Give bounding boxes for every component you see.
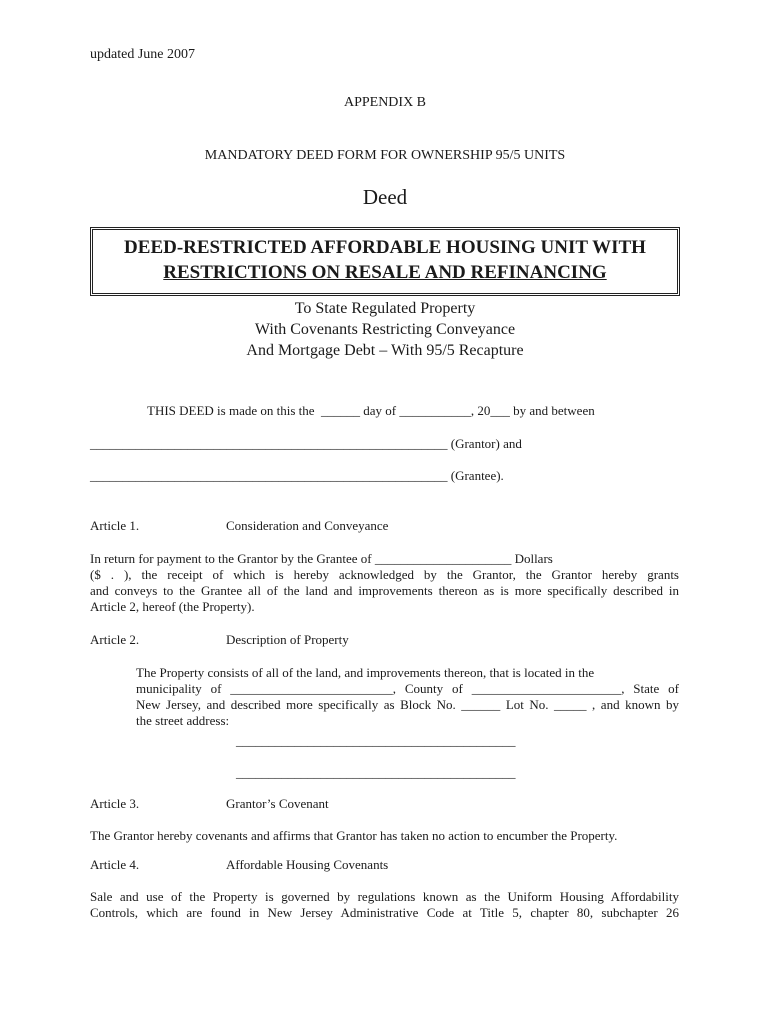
article-1-number: Article 1. <box>90 518 140 533</box>
subtitle-line-2: With Covenants Restricting Conveyance <box>254 321 516 338</box>
article-1-heading: Consideration and Conveyance <box>226 518 389 533</box>
article-2-body <box>136 665 679 729</box>
title-box <box>90 227 680 296</box>
article-1-line: Article 2, hereof (the Property). <box>90 599 255 614</box>
article-2-line: the street address: <box>136 713 230 728</box>
article-3-number: Article 3. <box>90 796 140 811</box>
appendix-label: APPENDIX B <box>343 95 427 110</box>
article-4-number: Article 4. <box>90 857 140 872</box>
article-1-body <box>90 551 679 615</box>
document-title: Deed <box>362 185 408 209</box>
grantee-line: _______________________________________________________ (Grantee). <box>90 468 504 483</box>
article-2-heading: Description of Property <box>226 632 349 647</box>
article-1-line: ($ . ), the receipt of which is hereby acknowledged by the Grantor, the Grantor hereby grants <box>90 567 679 582</box>
article-2-line: New Jersey, and described more specifically as Block No. ______ Lot No. _____ , and known by <box>136 697 679 712</box>
article-2-line: municipality of _________________________, County of _______________________, State of <box>136 681 679 696</box>
article-4-body <box>90 889 679 921</box>
article-2-number: Article 2. <box>90 632 140 647</box>
deed-made-line: THIS DEED is made on this the ______ day of ___________, 20___ by and between <box>147 403 595 418</box>
article-1-line: In return for payment to the Grantor by the Grantee of _____________________ Dollars <box>90 551 553 566</box>
article-4-heading: Affordable Housing Covenants <box>226 857 389 872</box>
updated-note: updated June 2007 <box>90 47 195 62</box>
article-3-body: The Grantor hereby covenants and affirms that Grantor has taken no action to encumber the Property. <box>90 828 618 843</box>
subtitle-line-1: To State Regulated Property <box>294 300 476 317</box>
article-1-line: and conveys to the Grantee all of the land and improvements thereon as is more specifically described in <box>90 583 679 598</box>
title-box-line-2: RESTRICTIONS ON RESALE AND REFINANCING <box>163 262 607 283</box>
article-4-line: Controls, which are found in New Jersey Administrative Code at Title 5, chapter 80, subchapter 26 <box>90 905 679 920</box>
form-title: MANDATORY DEED FORM FOR OWNERSHIP 95/5 UNITS <box>204 148 566 163</box>
article-3-heading: Grantor’s Covenant <box>226 796 329 811</box>
address-blank-1: ___________________________________________ <box>236 733 516 748</box>
grantor-line: _______________________________________________________ (Grantor) and <box>90 436 522 451</box>
address-blank-2: ___________________________________________ <box>236 765 516 780</box>
article-4-line: Sale and use of the Property is governed by regulations known as the Uniform Housing Affordability <box>90 889 679 904</box>
article-2-line: The Property consists of all of the land, and improvements thereon, that is located in the <box>136 665 595 680</box>
title-box-line-1: DEED-RESTRICTED AFFORDABLE HOUSING UNIT WITH <box>124 237 646 258</box>
subtitle-line-3: And Mortgage Debt – With 95/5 Recapture <box>246 342 524 359</box>
